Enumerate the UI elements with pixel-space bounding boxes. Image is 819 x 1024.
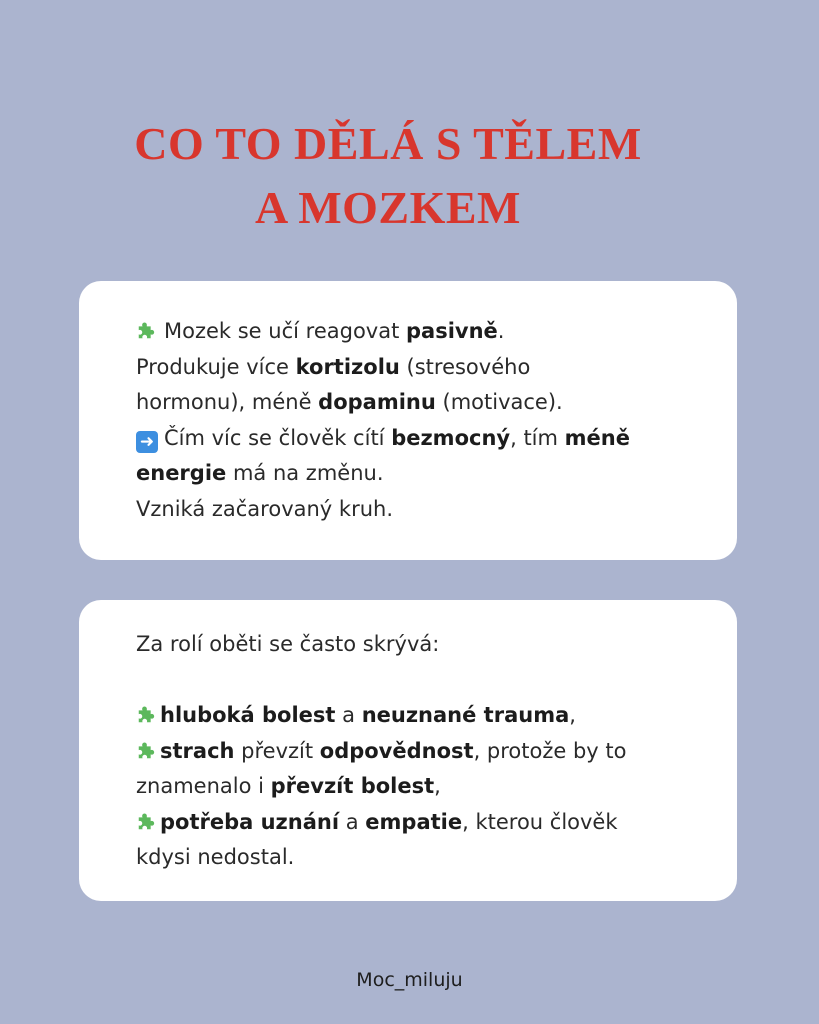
bold-text: pasivně [406,319,498,343]
bold-text: odpovědnost [319,738,474,763]
puzzle-piece-icon [136,703,158,725]
text: a [339,809,366,834]
text: , [434,774,441,798]
info-card-brain [79,281,737,560]
text: , protože by to [473,738,627,763]
text-line [136,456,707,492]
author-handle: Moc_miluju [356,969,463,991]
text-line [136,421,707,457]
puzzle-piece-icon [136,810,158,832]
text: má na změnu. [226,461,384,485]
bold-text: dopaminu [318,390,436,414]
text: Mozek se učí reagovat [164,319,406,343]
list-item [136,805,707,841]
text-line [136,492,707,528]
text: , tím [510,425,565,450]
title-line-2: A MOZKEM [255,182,521,233]
text: Za rolí oběti se často skrývá: [136,632,440,656]
bold-text: energie [136,461,227,485]
page-title [0,112,776,240]
text: převzít [234,738,320,763]
bold-text: hluboká bolest [160,703,336,727]
text-line [136,385,707,421]
right-arrow-icon: ➜ [136,431,158,453]
bold-text: potřeba uznání [160,809,340,834]
bold-text: strach [160,738,235,763]
bold-text: bezmocný [391,425,511,450]
list-item [136,698,707,734]
text: (stresového [399,354,531,379]
text: (motivace). [435,390,563,414]
text: Produkuje více [136,354,296,379]
list-item [136,734,707,770]
bold-text: neuznané trauma [361,703,570,727]
info-card-victim-role [79,600,737,901]
text-line [136,769,707,805]
text-line [136,314,707,350]
title-line-1: CO TO DĚLÁ S TĚLEM [134,118,642,169]
text: a [335,703,362,727]
card-brain-text [136,314,707,527]
puzzle-piece-icon [136,319,158,341]
bold-text: kortizolu [295,354,400,379]
text-line [136,350,707,386]
card-victim-text [136,627,707,876]
spacer [136,663,707,699]
text: , kterou člověk [462,809,618,834]
bold-text: méně [564,425,630,450]
puzzle-piece-icon [136,739,158,761]
text-line [136,840,707,876]
text: Čím víc se člověk cítí [164,425,392,450]
card-intro [136,627,707,663]
text: hormonu), méně [136,390,319,414]
text: , [569,703,576,727]
text: Vzniká začarovaný kruh. [136,496,393,521]
bold-text: převzít bolest [270,774,435,798]
text: znamenalo i [136,774,271,798]
text: kdysi nedostal. [136,845,295,869]
bold-text: empatie [365,809,463,834]
text: . [497,319,505,343]
